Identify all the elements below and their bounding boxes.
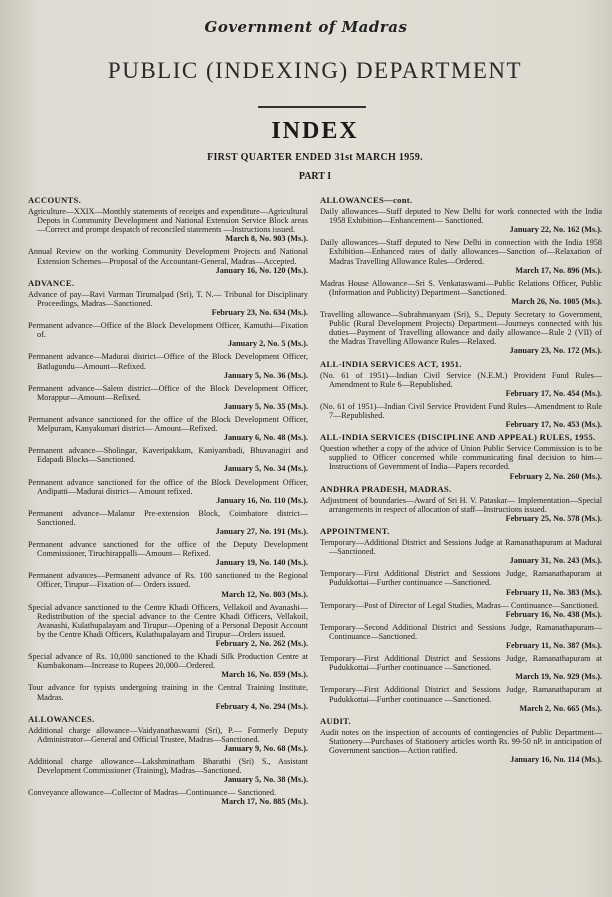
index-entry	[320, 207, 602, 234]
entry-text: Permanent advance—Salem district—Office of the Block Development Officer, Morappur—Amount—Refixed.	[28, 383, 308, 402]
department-title: PUBLIC (INDEXING) DEPARTMENT	[107, 58, 523, 83]
entry-reference: January 9, No. 68 (Ms.).	[223, 743, 308, 753]
index-entry	[320, 402, 602, 429]
entry-text: Temporary—First Additional District and Sessions Judge, Ramanathapuram at Pudukkottai—Further continuance —Sanctioned.	[320, 685, 602, 704]
entry-reference: February 17, No. 454 (Ms.).	[505, 388, 602, 398]
index-entry	[28, 603, 308, 648]
entry-reference: January 22, No. 162 (Ms.).	[509, 225, 602, 235]
divider-rule	[258, 106, 366, 108]
entry-text: Agriculture—XXIX—Monthly statements of receipts and expenditure—Agricultural Depots in Community Development and National Extension Service Block areas —Correct and prompt despatch of reconciled statements —Instructions issued.	[28, 207, 308, 235]
entry-reference: January 2, No. 5 (Ms.).	[227, 339, 308, 349]
entry-text: (No. 61 of 1951)—Indian Civil Service Provident Fund Rules—Amendment to Rule 7—Republished.	[320, 401, 602, 420]
entry-reference: February 2, No. 262 (Ms.).	[215, 639, 308, 649]
index-entry	[320, 623, 602, 650]
entry-text: Daily allowances—Staff deputed to New Delhi in connection with the India 1958 Exhibition—Enhanced rates of daily allowances—Sanction of—Relaxation of Madras Travelling Allowance Rules—Ordered.	[320, 238, 602, 266]
index-entry	[320, 238, 602, 274]
section-heading-all-india-services-act-1951: ALL-INDIA SERVICES ACT, 1951.	[320, 358, 462, 369]
index-entry	[28, 571, 308, 598]
entry-reference: March 2, No. 665 (Ms.).	[519, 703, 602, 713]
entry-reference: January 6, No. 48 (Ms.).	[223, 433, 308, 443]
entry-reference: January 16, No. 120 (Ms.).	[215, 265, 308, 275]
entry-text: Additional charge allowance—Vaidyanathaswami (Sri), P.— Formerly Deputy Administrator—General and Official Trustee, Madras—Sanctioned.	[28, 725, 308, 744]
section-heading-allowances-cont: ALLOWANCES—cont.	[320, 195, 413, 205]
entry-reference: March 26, No. 1005 (Ms.).	[511, 296, 602, 306]
entry-text: Temporary—Second Additional District and Sessions Judge, Ramanathapuram—Continuance—Sanctioned.	[320, 622, 602, 641]
entry-text: Permanent advance sanctioned for the office of the Deputy Development Commissioner, Tiruchirappalli—Amount— Refixed.	[28, 540, 308, 559]
index-entry	[320, 496, 602, 523]
entry-reference: March 12, No. 803 (Ms.).	[221, 589, 308, 599]
section-heading-audit: AUDIT.	[320, 715, 352, 726]
entry-reference: January 5, No. 34 (Ms.).	[223, 464, 308, 474]
section-heading-advance: ADVANCE.	[28, 277, 75, 288]
index-entry	[28, 683, 308, 710]
index-entry	[28, 352, 308, 379]
entry-text: Permanent advances—Permanent advance of Rs. 100 sanctioned to the Regional Officer, Tirupur—Fixation of— Orders issued.	[28, 571, 308, 590]
entry-text: Permanent advance—Malanur Pre-extension Block, Coimbatore district—Sanctioned.	[28, 508, 308, 527]
entry-text: Permanent advance—Sholingar, Kaveripakkam, Kaniyambadi, Bhuvanagiri and Edapadi Blocks—Sanctioned.	[28, 446, 308, 465]
entry-text: Permanent advance sanctioned for the office of the Block Development Officer, Andipatti—Madurai district— Amount refixed.	[28, 477, 308, 496]
section-heading-all-india-services-discipline-and-appeal-rules-1955: ALL-INDIA SERVICES (DISCIPLINE AND APPEAL) RULES, 1955.	[320, 432, 596, 443]
index-entry	[320, 601, 602, 619]
entry-reference: January 5, No. 36 (Ms.).	[223, 370, 308, 380]
entry-reference: February 4, No. 294 (Ms.).	[215, 701, 308, 711]
index-entry	[320, 685, 602, 712]
index-entry	[28, 446, 308, 473]
index-entry	[320, 654, 602, 681]
entry-reference: February 17, No. 453 (Ms.).	[505, 420, 602, 430]
index-entry	[320, 444, 602, 480]
index-entry	[320, 371, 602, 398]
index-entry	[320, 569, 602, 596]
entry-reference: January 5, No. 38 (Ms.).	[223, 775, 308, 785]
entry-text: Temporary—First Additional District and Sessions Judge, Ramanathapuram at Pudukkottai—Further continuance —Sanctioned.	[320, 654, 602, 673]
entry-reference: February 11, No. 383 (Ms.).	[506, 587, 602, 597]
entry-text: Audit notes on the inspection of accounts of contingencies of Public Department—Stationery—Purchases of Stationery articles worth Rs. 99-50 nP. in anticipation of Government sanction—Action ratified.	[320, 727, 602, 755]
right-column	[320, 192, 602, 768]
entry-text: Adjustment of boundaries—Award of Sri H. V. Pataskar— Implementation—Special arrangements in respect of allocation of staff—Instructions issued.	[320, 495, 602, 514]
index-entry	[28, 290, 308, 317]
entry-reference: February 2, No. 260 (Ms.).	[509, 471, 602, 481]
index-entry	[28, 247, 308, 274]
entry-reference: January 16, No. 114 (Ms.).	[510, 755, 602, 765]
entry-text: Special advance of Rs. 10,000 sanctioned to the Khadi Silk Production Centre at Kumbakonam—Increase to Rupees 20,000—Ordered.	[28, 652, 308, 671]
entry-text: Conveyance allowance—Collector of Madras—Continuance— Sanctioned.	[28, 788, 277, 798]
index-entry	[28, 540, 308, 567]
entry-reference: March 19, No. 929 (Ms.).	[515, 672, 602, 682]
entry-reference: January 5, No. 35 (Ms.).	[223, 401, 308, 411]
index-entry	[28, 384, 308, 411]
entry-text: Permanent advance—Madurai district—Office of the Block Development Officer, Batlagundu—Amount—Refixed.	[28, 352, 308, 371]
index-entry	[28, 321, 308, 348]
entry-reference: March 17, No. 896 (Ms.).	[515, 265, 602, 275]
entry-reference: January 31, No. 243 (Ms.).	[509, 556, 602, 566]
quarter-subtitle: FIRST QUARTER ENDED 31st MARCH 1959.	[207, 152, 423, 163]
entry-reference: February 23, No. 634 (Ms.).	[211, 308, 308, 318]
index-entry	[320, 279, 602, 306]
index-entry	[28, 788, 308, 806]
entry-reference: January 16, No. 110 (Ms.).	[216, 495, 308, 505]
section-heading-accounts: ACCOUNTS.	[28, 195, 82, 205]
section-heading-appointment: APPOINTMENT.	[320, 526, 390, 536]
entry-text: Question whether a copy of the advice of Union Public Service Commission is to be supplied to Officer concerned while communicating final decision to him—Instructions of Government of India—Papers recorded.	[320, 444, 602, 472]
entry-text: Travelling allowance—Subrahmanyam (Sri), S., Deputy Secretary to Government, Public (Rural Development Projects) Department—Journeys connected with his duties—Payment of Travelling allowance and daily allowance—Rule 2 (VII) of the Madras Travelling Allowance Rules—Relaxed.	[320, 310, 602, 347]
entry-reference: February 11, No. 387 (Ms.).	[506, 641, 602, 651]
entry-text: Annual Review on the working Community Development Projects and National Extension Schemes—Proposal of the Accountant-General, Madras—Accepted.	[28, 247, 308, 266]
left-column	[28, 192, 308, 811]
index-entry	[28, 652, 308, 679]
government-header: Government of Madras	[204, 18, 408, 36]
index-entry	[28, 207, 308, 243]
entry-reference: January 23, No. 172 (Ms.).	[509, 346, 602, 356]
index-entry	[28, 726, 308, 753]
index-entry	[28, 509, 308, 536]
entry-reference: February 16, No. 438 (Ms.).	[505, 609, 602, 619]
index-title: INDEX	[271, 118, 359, 144]
entry-reference: January 27, No. 191 (Ms.).	[215, 527, 308, 536]
index-entry	[320, 728, 602, 764]
entry-text: Permanent advance sanctioned for the office of the Block Development Officer, Melpuram, Kanyakumari district— Amount—Refixed.	[28, 414, 308, 434]
index-entry	[28, 757, 308, 784]
index-entry	[28, 415, 308, 442]
entry-reference: February 25, No. 578 (Ms.).	[505, 513, 602, 523]
section-heading-andhra-pradesh-madras: ANDHRA PRADESH, MADRAS.	[320, 483, 452, 494]
entry-reference: March 8, No. 903 (Ms.).	[225, 234, 308, 244]
entry-text: Temporary—Additional District and Sessions Judge at Ramanathapuram at Madurai—Sanctioned.	[320, 538, 602, 557]
index-entry	[28, 478, 308, 505]
entry-reference: March 17, No. 885 (Ms.).	[221, 797, 308, 807]
entry-text: Additional charge allowance—Lakshminatham Bharathi (Sri) S., Assistant Development Commissioner (Training), Madras—Sanctioned.	[28, 757, 308, 776]
entry-text: Special advance sanctioned to the Centre Khadi Officers, Vellakoil and Avanashi—Redistribution of the special advance to the Centre Khadi Officers, Vellakoil, Avanashi, Kulathupalayam and Tirupur—Opening of a Personal Deposit Account by the Centre Khadi Officers, Kulathupalayam and Tirupur—Orders issued.	[28, 602, 308, 639]
entry-text: (No. 61 of 1951)—Indian Civil Service (N.E.M.) Provident Fund Rules—Amendment to Rule 6—Republished.	[320, 370, 602, 389]
entry-text: Madras House Allowance—Sri S. Venkataswami—Public Relations Officer, Public (Information and Publicity) Department—Sanctioned.	[320, 278, 602, 297]
entry-text: Permanent advance—Office of the Block Development Officer, Kamuthi—Fixation of.	[28, 321, 308, 340]
entry-text: Advance of pay—Ravi Varman Tirumalpad (Sri), T. N.— Tribunal for Disciplinary Proceedings, Madras—Sanctioned.	[28, 289, 308, 308]
entry-text: Tour advance for typists undergoing training in the Central Training Institute, Madras.	[28, 683, 308, 702]
index-entry	[320, 310, 602, 355]
section-heading-allowances: ALLOWANCES.	[28, 713, 95, 724]
index-entry	[320, 538, 602, 565]
entry-reference: January 19, No. 140 (Ms.).	[215, 558, 308, 568]
entry-reference: March 16, No. 859 (Ms.).	[221, 670, 308, 680]
entry-text: Temporary—Post of Director of Legal Studies, Madras— Continuance—Sanctioned.	[320, 600, 599, 610]
entry-text: Daily allowances—Staff deputed to New Delhi for work connected with the India 1958 Exhibition—Enhancement— Sanctioned.	[320, 207, 602, 226]
entry-text: Temporary—First Additional District and Sessions Judge, Ramanathapuram at Pudukkottai—Further continuance —Sanctioned.	[320, 569, 602, 588]
part-label: PART I	[298, 171, 332, 182]
